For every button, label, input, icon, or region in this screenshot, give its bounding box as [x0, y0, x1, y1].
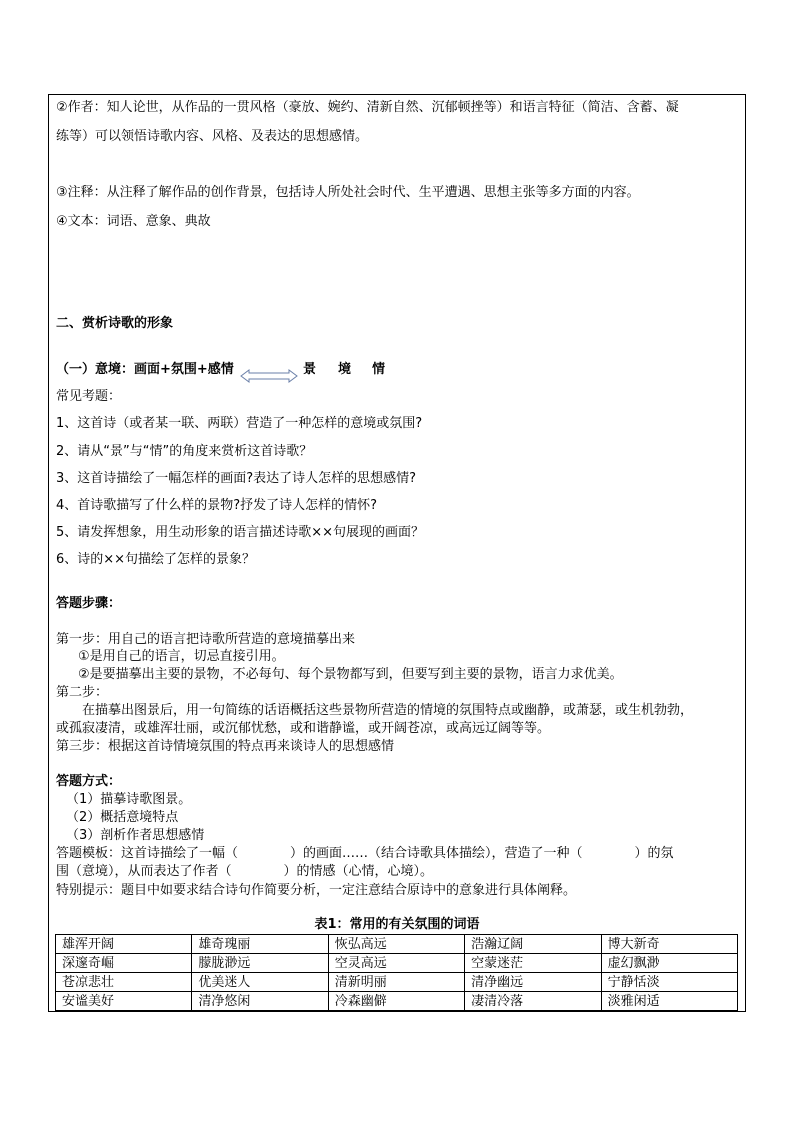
step3: 第三步：根据这首诗情境氛围的特点再来谈诗人的思想感情	[56, 739, 395, 754]
item2-line1: ②作者：知人论世，从作品的一贯风格（豪放、婉约、清新自然、沉郁顿挫等）和语言特征（简洁、含蓄、凝	[56, 100, 679, 115]
double-arrow-icon	[240, 369, 298, 383]
special-tip: 特别提示：题目中如要求结合诗句作简要分析，一定注意结合原诗中的意象进行具体阐释。	[56, 883, 577, 898]
keyword-jing-realm: 境	[338, 362, 352, 377]
table-row	[56, 954, 738, 973]
table-cell: 苍凉悲壮	[56, 973, 192, 992]
atmosphere-words-table	[55, 934, 738, 1011]
table-cell: 博大新奇	[601, 935, 737, 954]
item2-line2: 练等）可以领悟诗歌内容、风格、及表达的思想感情。	[56, 129, 369, 144]
question-2: 2、请从“景”与“情”的角度来赏析这首诗歌？	[56, 444, 313, 459]
table-cell: 空灵高远	[328, 954, 464, 973]
steps-title: 答题步骤：	[56, 596, 122, 611]
step1-point-b: ②是要描摹出主要的景物，不必每句、每个景物都写到，但要写到主要的景物，语言力求优美。	[78, 667, 623, 682]
method-3: （3）剖析作者思想感情	[66, 828, 205, 843]
section-heading: 二、赏析诗歌的形象	[56, 316, 174, 331]
table-caption: 表1：常用的有关氛围的词语	[314, 917, 480, 932]
table-cell: 宁静恬淡	[601, 973, 737, 992]
table-cell: 空蒙迷茫	[465, 954, 601, 973]
question-5: 5、请发挥想象，用生动形象的语言描述诗歌××句展现的画面？	[56, 525, 425, 540]
method-title: 答题方式：	[56, 774, 122, 789]
table-cell: 凄清冷落	[465, 992, 601, 1011]
step1-point-a: ①是用自己的语言，切忌直接引用。	[78, 649, 285, 664]
item3: ③注释：从注释了解作品的创作背景，包括诗人所处社会时代、生平遭遇、思想主张等多方面的内容。	[56, 185, 640, 200]
step2: 第二步：	[56, 685, 109, 700]
table-cell: 清新明丽	[328, 973, 464, 992]
step2-line1: 在描摹出图景后，用一句简练的话语概括这些景物所营造的情境的氛围特点或幽静，或萧瑟，或生机勃勃，	[82, 703, 694, 718]
table-cell: 浩瀚辽阔	[465, 935, 601, 954]
table-cell: 深邃奇崛	[56, 954, 192, 973]
step1: 第一步：用自己的语言把诗歌所营造的意境描摹出来	[56, 632, 356, 647]
method-1: （1）描摹诗歌图景。	[66, 792, 192, 807]
table-row	[56, 935, 738, 954]
keyword-qing: 情	[372, 362, 386, 377]
question-6: 6、诗的××句描绘了怎样的景象？	[56, 552, 256, 567]
table-cell: 淡雅闲适	[601, 992, 737, 1011]
table-cell: 雄浑开阔	[56, 935, 192, 954]
keyword-jing-scene: 景	[303, 362, 317, 377]
template-line1: 答题模板：这首诗描绘了一幅（ ）的画面……（结合诗歌具体描绘），营造了一种（ ）的氛	[56, 846, 674, 861]
common-questions-label: 常见考题：	[56, 389, 122, 404]
question-3: 3、这首诗描绘了一幅怎样的画面?表达了诗人怎样的思想感情?	[56, 471, 417, 486]
table-cell: 安谧美好	[56, 992, 192, 1011]
table-cell: 雄奇瑰丽	[192, 935, 328, 954]
question-1: 1、这首诗（或者某一联、两联）营造了一种怎样的意境或氛围?	[56, 416, 423, 431]
step2-line2: 或孤寂凄清，或雄浑壮丽，或沉郁忧愁，或和谐静谧，或开阔苍凉，或高远辽阔等等。	[56, 721, 551, 736]
table-cell: 清净悠闲	[192, 992, 328, 1011]
table-row	[56, 973, 738, 992]
template-line2: 围（意境），从而表达了作者（ ）的情感（心情，心境）。	[56, 864, 434, 879]
table-cell: 恢弘高远	[328, 935, 464, 954]
item4: ④文本：词语、意象、典故	[56, 214, 211, 229]
sub-heading: （一）意境：画面+氛围+感情	[56, 362, 234, 377]
table-cell: 冷森幽僻	[328, 992, 464, 1011]
table-cell: 优美迷人	[192, 973, 328, 992]
table-cell: 清净幽远	[465, 973, 601, 992]
table-cell: 虚幻飘渺	[601, 954, 737, 973]
table-row	[56, 992, 738, 1011]
table-cell: 朦胧渺远	[192, 954, 328, 973]
method-2: （2）概括意境特点	[66, 810, 179, 825]
question-4: 4、首诗歌描写了什么样的景物?抒发了诗人怎样的情怀?	[56, 498, 378, 513]
